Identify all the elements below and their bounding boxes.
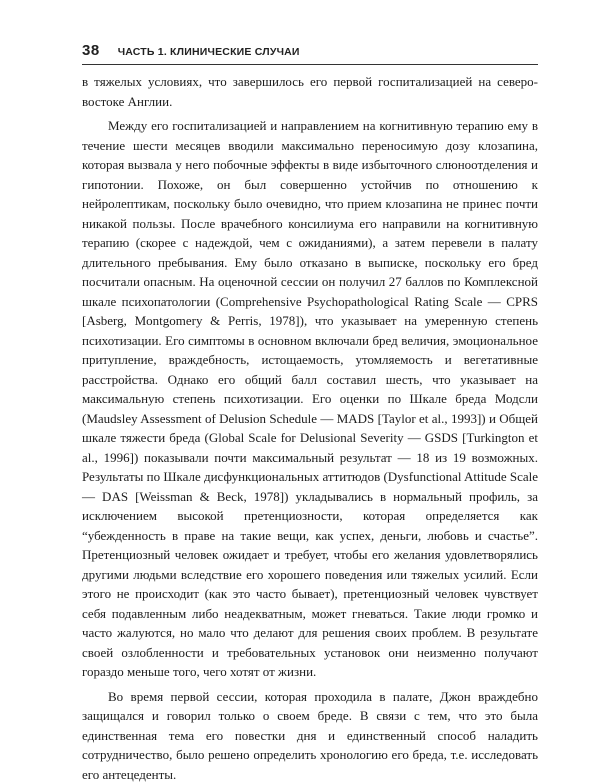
running-head xyxy=(82,42,538,59)
chapter-title: ЧАСТЬ 1. КЛИНИЧЕСКИЕ СЛУЧАИ xyxy=(118,46,300,58)
page-number: 38 xyxy=(82,42,100,59)
paragraph-first-session: Во время первой сессии, которая проходила в палате, Джон враждебно защищался и говорил только о своем бреде. В связи с тем, что это была единственная тема его повестки дня и единственный способ наладить сотрудничество, было решено определить хронологию его бреда, т.е. исследовать его антецеденты. xyxy=(82,687,538,784)
header-rule xyxy=(82,64,538,65)
paragraph-continuation: в тяжелых условиях, что завершилось его первой госпитализацией на северо-востоке Англии. xyxy=(82,72,538,111)
paragraph-patient-history: Между его госпитализацией и направлением на когнитивную терапию ему в течение шести месяцев вводили максимально переносимую дозу клозапина, которая вызвала у него побочные эффекты в виде избыточного слюноотделения и гипотонии. Похоже, он был совершенно устойчив по отношению к нейролептикам, поскольку было очевидно, что прием клозапина не принес почти никакой пользы. После врачебного консилиума его направили на когнитивную терапию (скорее с надеждой, чем с ожиданиями), а затем перевели в палату длительного пребывания. Ему было отказано в выписке, поскольку его бред посчитали опасным. На оценочной сессии он получил 27 баллов по Комплексной шкале психопатологии (Comprehensive Psychopathological Rating Scale — CPRS [Asberg, Montgomery & Perris, 1978]), что указывает на умеренную степень психотизации. Его симптомы в основном включали бред величия, эмоциональное притупление, враждебность, истощаемость, утомляемость и вегетативные расстройства. Однако его общий балл составил шесть, что указывает на максимальную степень психотизации. Его оценки по Шкале бреда Модсли (Maudsley Assessment of Delusion Schedule — MADS [Taylor et al., 1993]) и Общей шкале тяжести бреда (Global Scale for Delusional Severity — GSDS [Turkington et al., 1996]) показывали почти максимальный результат — 18 из 19 возможных. Результаты по Шкале дисфункциональных аттитюдов (Dysfunctional Attitude Scale — DAS [Weissman & Beck, 1978]) укладывались в нормальный профиль, за исключением высокой претенциозности, которая определяется как “убежденность в праве на такие вещи, как успех, деньги, любовь и счастье”. Претенциозный человек ожидает и требует, чтобы его желания удовлетворялись другими людьми вследствие его хорошего поведения или тяжелых усилий. Если этого не происходит (как это часто бывает), претенциозный человек чувствует себя подавленным либо неадекватным, может гневаться. Такие люди громко и часто жалуются, но мало что делают для решения своих проблем. В результате своей озлобленности и требовательных установок они неизменно получают гораздо меньше того, чего хотят от жизни. xyxy=(82,116,538,682)
body-text xyxy=(82,72,538,784)
